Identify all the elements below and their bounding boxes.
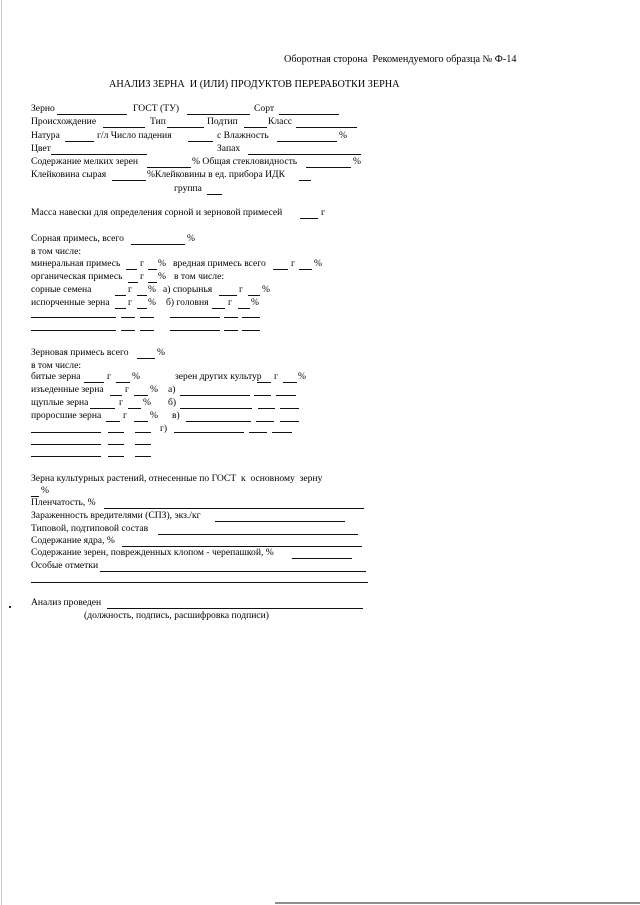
field-mineral-p[interactable] bbox=[148, 269, 157, 270]
unit-sprouted-g: г bbox=[123, 410, 127, 421]
label-small: Содержание мелких зерен bbox=[31, 156, 139, 167]
unit-eaten-g: г bbox=[125, 384, 129, 395]
label-gg: г) bbox=[160, 423, 168, 434]
label-grainmix-total: Зерновая примесь всего bbox=[31, 347, 129, 358]
label-v: в) bbox=[172, 410, 180, 421]
scan-edge-left bbox=[1, 0, 2, 905]
sample-unit: г bbox=[321, 207, 325, 218]
field-other-p[interactable] bbox=[283, 382, 297, 383]
label-zerno: Зерно bbox=[31, 103, 55, 114]
field-analysis[interactable] bbox=[107, 608, 363, 609]
field-gluten-idk[interactable] bbox=[299, 180, 311, 181]
field-gluten[interactable] bbox=[112, 180, 146, 181]
blank-grainmix-2c[interactable] bbox=[135, 444, 151, 445]
field-weed-total[interactable] bbox=[131, 244, 185, 245]
label-natura: Натура bbox=[31, 130, 60, 141]
unit-harmful-p: % bbox=[314, 258, 322, 269]
label-weed-incl2: в том числе: bbox=[174, 271, 225, 282]
signature-caption: (должность, подпись, расшифровка подписи) bbox=[84, 610, 269, 621]
unit-shrunk-p: % bbox=[143, 397, 151, 408]
pct-humidity: % bbox=[339, 130, 347, 141]
unit-spoiled-g: г bbox=[128, 297, 132, 308]
field-bug[interactable] bbox=[292, 558, 352, 559]
blank-grainmix-2b[interactable] bbox=[108, 444, 124, 445]
label-analysis: Анализ проведен bbox=[31, 597, 102, 608]
scan-edge-bottom bbox=[275, 902, 640, 904]
field-harmful-p[interactable] bbox=[299, 269, 312, 270]
label-ergot: а) спорынья bbox=[163, 284, 213, 295]
label-sprouted: проросшие зерна bbox=[31, 410, 102, 421]
blank-weed-1e[interactable] bbox=[224, 317, 238, 318]
label-eaten: изъеденные зерна bbox=[31, 384, 104, 395]
blank-weed-1a[interactable] bbox=[31, 317, 116, 318]
field-spoiled-p[interactable] bbox=[137, 308, 147, 309]
field-other-g[interactable] bbox=[257, 382, 271, 383]
field-small[interactable] bbox=[147, 167, 191, 168]
field-subtype[interactable] bbox=[244, 127, 267, 128]
label-cultural: Зерна культурных растений, отнесенные по ГОСТ к основному зерну bbox=[31, 473, 323, 484]
unit-smut-g: г bbox=[228, 297, 232, 308]
label-humidity: с Влажность bbox=[217, 130, 269, 141]
field-a-p[interactable] bbox=[276, 395, 296, 396]
label-weed-incl: в том числе: bbox=[31, 246, 82, 257]
field-ergot-g[interactable] bbox=[219, 295, 237, 296]
field-typical[interactable] bbox=[158, 534, 358, 535]
blank-grainmix-1b[interactable] bbox=[108, 432, 124, 433]
blank-weed-2c[interactable] bbox=[140, 330, 154, 331]
label-weed-seeds: сорные семена bbox=[31, 284, 92, 295]
label-organic: органическая примесь bbox=[31, 271, 123, 282]
unit-other-g: г bbox=[274, 371, 278, 382]
unit-smut-p: % bbox=[251, 297, 259, 308]
scan-speck bbox=[9, 606, 11, 608]
field-v-p[interactable] bbox=[280, 421, 299, 422]
field-notes-line2[interactable] bbox=[31, 582, 368, 583]
field-eaten-g[interactable] bbox=[110, 395, 122, 396]
field-mineral-g[interactable] bbox=[126, 269, 137, 270]
field-film[interactable] bbox=[104, 508, 364, 509]
label-b: б) bbox=[168, 397, 177, 408]
label-class: Класс bbox=[268, 116, 292, 127]
label-film: Пленчатость, % bbox=[31, 497, 96, 508]
field-color[interactable] bbox=[51, 154, 147, 155]
field-group[interactable] bbox=[207, 194, 222, 195]
unit-broken-g: г bbox=[107, 371, 111, 382]
blank-weed-2a[interactable] bbox=[31, 330, 116, 331]
label-typical: Типовой, подтиповой состав bbox=[31, 523, 149, 534]
blank-weed-2f[interactable] bbox=[242, 330, 260, 331]
unit-ergot-g: г bbox=[239, 284, 243, 295]
field-smut-p[interactable] bbox=[238, 308, 250, 309]
blank-weed-1d[interactable] bbox=[170, 317, 220, 318]
label-origin: Происхождение bbox=[31, 116, 97, 127]
field-b-g[interactable] bbox=[258, 408, 275, 409]
field-shrunk-g[interactable] bbox=[90, 408, 115, 409]
label-weed-total: Сорная примесь, всего bbox=[31, 233, 124, 244]
label-notes: Особые отметки bbox=[31, 560, 99, 571]
field-gg-g[interactable] bbox=[249, 432, 267, 433]
pct-weed-total: % bbox=[187, 233, 195, 244]
blank-grainmix-2a[interactable] bbox=[31, 444, 101, 445]
blank-grainmix-1a[interactable] bbox=[31, 432, 101, 433]
label-subtype: Подтип bbox=[207, 116, 238, 127]
unit-organic-g: г bbox=[140, 271, 144, 282]
blank-grainmix-3a[interactable] bbox=[31, 456, 101, 457]
label-smell: Запах bbox=[217, 143, 241, 154]
form-reference: Оборотная сторона Рекомендуемого образца № Ф-14 bbox=[284, 54, 517, 65]
field-smell[interactable] bbox=[248, 154, 361, 155]
unit-organic-p: % bbox=[158, 271, 166, 282]
field-sprouted-p[interactable] bbox=[134, 421, 148, 422]
blank-grainmix-3b[interactable] bbox=[108, 456, 124, 457]
blank-grainmix-3c[interactable] bbox=[135, 456, 151, 457]
label-color: Цвет bbox=[31, 143, 51, 154]
field-seeds-g[interactable] bbox=[115, 295, 126, 296]
label-glassiness: % Общая стекловидность bbox=[192, 156, 298, 167]
label-pests: Зараженность вредителями (СПЗ), экз./кг bbox=[31, 510, 201, 521]
label-gost: ГОСТ (ТУ) bbox=[133, 103, 180, 114]
field-notes[interactable] bbox=[100, 571, 366, 572]
field-sprouted-g[interactable] bbox=[106, 421, 120, 422]
blank-grainmix-1c[interactable] bbox=[135, 432, 151, 433]
unit-shrunk-g: г bbox=[119, 397, 123, 408]
field-broken-g[interactable] bbox=[84, 382, 104, 383]
field-gg[interactable] bbox=[174, 432, 244, 433]
field-b-p[interactable] bbox=[280, 408, 299, 409]
field-gost[interactable] bbox=[187, 114, 250, 115]
label-type: Тип bbox=[150, 116, 166, 127]
field-zerno[interactable] bbox=[57, 114, 127, 115]
label-kernel: Содержание ядра, % bbox=[31, 535, 115, 546]
field-b[interactable] bbox=[180, 408, 252, 409]
field-grainmix-total[interactable] bbox=[137, 358, 155, 359]
label-gluten-idk: %Клейковины в ед. прибора ИДК bbox=[147, 169, 285, 180]
blank-weed-1c[interactable] bbox=[140, 317, 154, 318]
field-type[interactable] bbox=[167, 127, 204, 128]
field-humidity[interactable] bbox=[277, 141, 337, 142]
unit-broken-p: % bbox=[132, 371, 140, 382]
label-harmful: вредная примесь всего bbox=[173, 258, 266, 269]
field-smut-g[interactable] bbox=[212, 308, 225, 309]
field-sample[interactable] bbox=[300, 218, 318, 219]
unit-sprouted-p: % bbox=[150, 410, 158, 421]
label-bug: Содержание зерен, поврежденных клопом - черепашкой, % bbox=[31, 547, 274, 558]
field-a-g[interactable] bbox=[254, 395, 271, 396]
label-smut: б) головня bbox=[166, 297, 209, 308]
field-spoiled-g[interactable] bbox=[115, 308, 126, 309]
unit-mineral-p: % bbox=[158, 258, 166, 269]
blank-weed-2d[interactable] bbox=[170, 330, 220, 331]
field-v-g[interactable] bbox=[256, 421, 274, 422]
field-organic-p[interactable] bbox=[148, 282, 157, 283]
field-harmful-g[interactable] bbox=[273, 269, 288, 270]
field-gg-p[interactable] bbox=[272, 432, 292, 433]
field-natura[interactable] bbox=[65, 141, 94, 142]
field-v[interactable] bbox=[186, 421, 251, 422]
blank-weed-1b[interactable] bbox=[121, 317, 135, 318]
label-falling: г/л Число падения bbox=[97, 130, 172, 141]
label-grainmix-incl: в том числе: bbox=[31, 360, 82, 371]
unit-spoiled-p: % bbox=[148, 297, 156, 308]
label-sort: Сорт bbox=[254, 103, 275, 114]
unit-mineral-g: г bbox=[140, 258, 144, 269]
pct-glassiness: % bbox=[353, 156, 361, 167]
blank-weed-1f[interactable] bbox=[242, 317, 260, 318]
blank-weed-2b[interactable] bbox=[121, 330, 135, 331]
field-ergot-p[interactable] bbox=[248, 295, 260, 296]
field-pests[interactable] bbox=[215, 521, 345, 522]
field-organic-g[interactable] bbox=[128, 282, 138, 283]
unit-other-p: % bbox=[298, 371, 306, 382]
label-group: группа bbox=[174, 183, 202, 194]
unit-seeds-p: % bbox=[148, 284, 156, 295]
label-sample: Масса навески для определения сорной и зерновой примесей bbox=[31, 207, 283, 218]
label-mineral: минеральная примесь bbox=[31, 258, 121, 269]
field-glassiness[interactable] bbox=[306, 167, 351, 168]
unit-ergot-p: % bbox=[262, 284, 270, 295]
page-title: АНАЛИЗ ЗЕРНА И (ИЛИ) ПРОДУКТОВ ПЕРЕРАБОТКИ ЗЕРНА bbox=[109, 79, 400, 90]
unit-seeds-g: г bbox=[128, 284, 132, 295]
field-falling[interactable] bbox=[188, 141, 213, 142]
label-broken: битые зерна bbox=[31, 371, 81, 382]
label-spoiled: испорченные зерна bbox=[31, 297, 110, 308]
unit-eaten-p: % bbox=[150, 384, 158, 395]
label-other: зерен других культур bbox=[175, 371, 262, 382]
field-broken-p[interactable] bbox=[116, 382, 130, 383]
field-origin[interactable] bbox=[103, 127, 145, 128]
label-a: а) bbox=[168, 384, 176, 395]
field-eaten-p[interactable] bbox=[134, 395, 148, 396]
pct-grainmix-total: % bbox=[157, 347, 165, 358]
field-shrunk-p[interactable] bbox=[128, 408, 141, 409]
field-a[interactable] bbox=[180, 395, 250, 396]
field-class[interactable] bbox=[296, 127, 357, 128]
field-seeds-p[interactable] bbox=[137, 295, 147, 296]
label-gluten: Клейковина сырая bbox=[31, 169, 107, 180]
blank-weed-2e[interactable] bbox=[224, 330, 238, 331]
pct-cultural: % bbox=[41, 485, 49, 496]
label-shrunk: щуплые зерна bbox=[31, 397, 89, 408]
unit-harmful-g: г bbox=[291, 258, 295, 269]
field-sort[interactable] bbox=[279, 114, 339, 115]
